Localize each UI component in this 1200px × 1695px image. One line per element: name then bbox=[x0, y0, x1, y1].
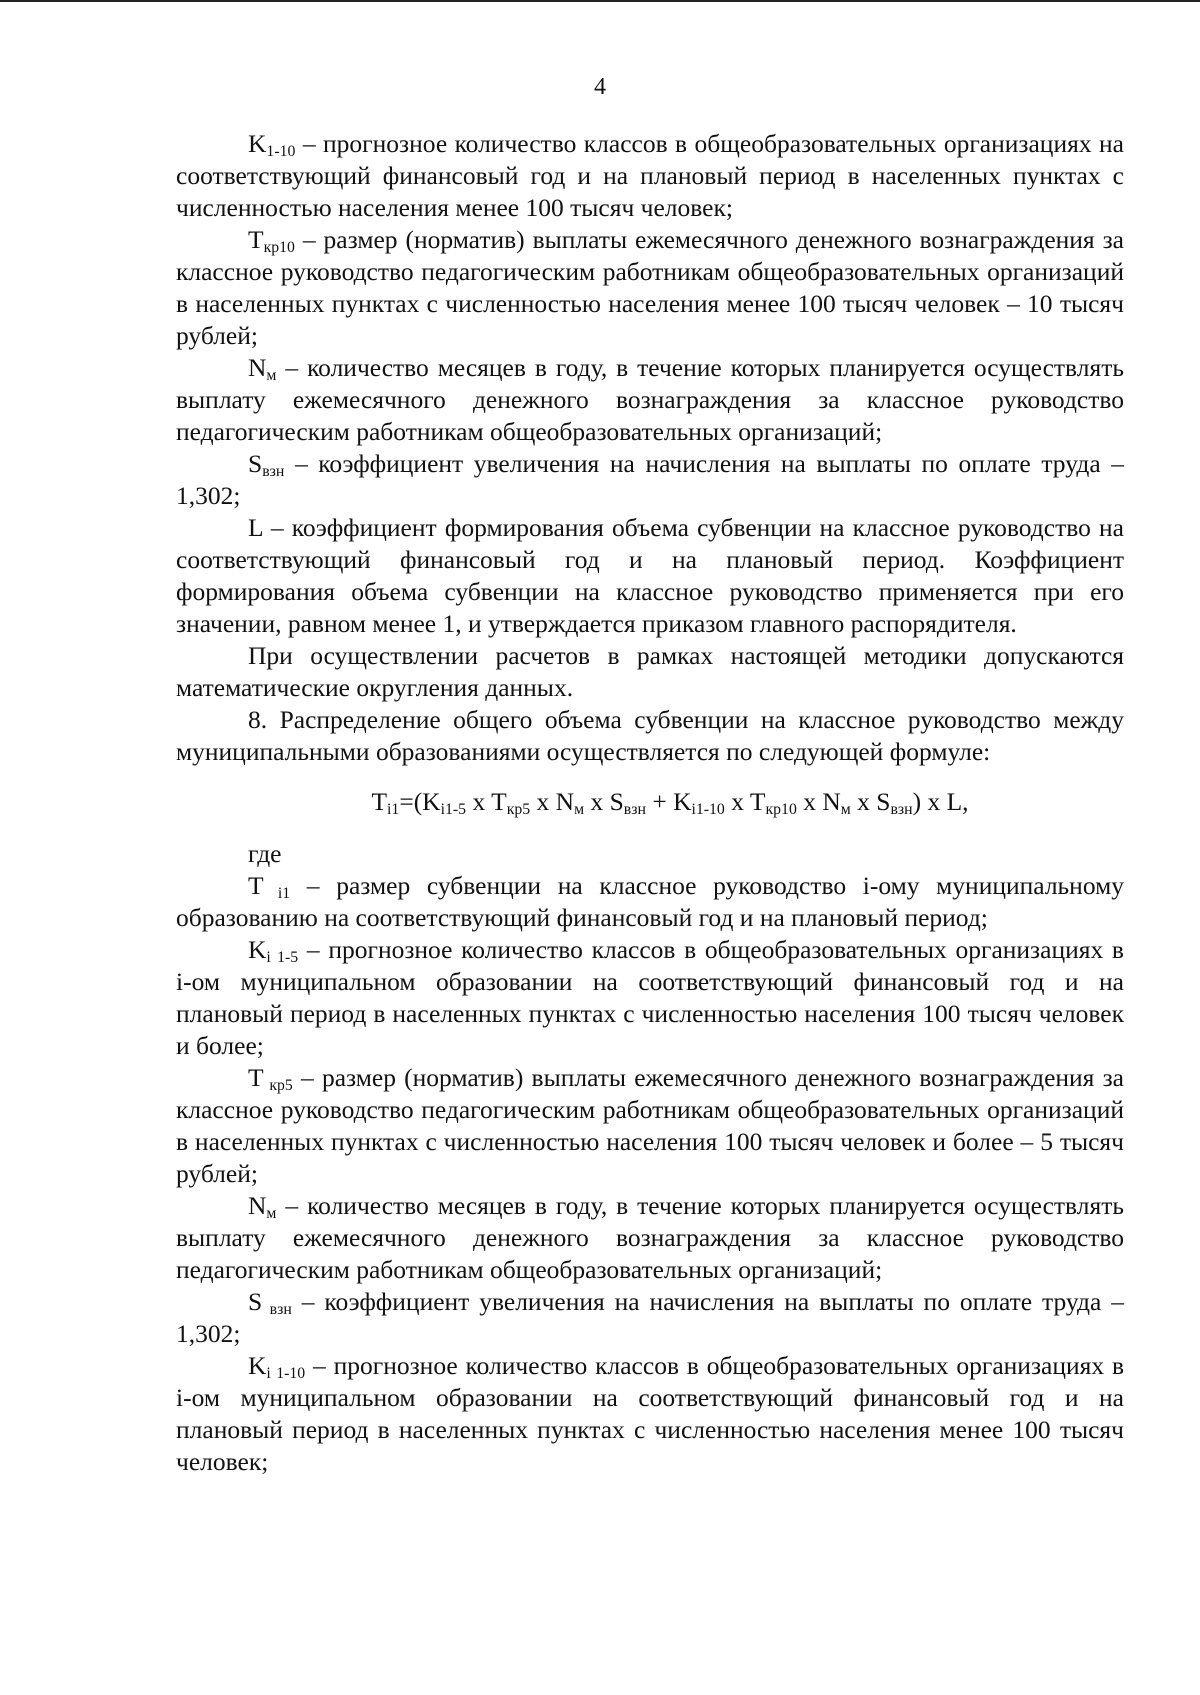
definition-s-vzn: $S_{взн}$ – коэффициент увеличения на начисления на выплаты по оплате труда – 1,302; bbox=[176, 449, 1124, 510]
where-label: где bbox=[248, 839, 282, 868]
definition-n-m: $N_м$ – количество месяцев в году, в течение которых планируется осуществлять выплату ежемесячного денежного вознаграждения за классное руководство педагогическим работникам общеобразовательных организаций; bbox=[176, 353, 1124, 446]
definition-k-1-10: $K_{1-10}$ – прогнозное количество классов в общеобразовательных организациях на соответствующий финансовый год и на плановый период в населенных пунктах с численностью населения менее 100 тысяч человек; bbox=[176, 129, 1124, 222]
definition-n-m-2: $N_м$ – количество месяцев в году, в течение которых планируется осуществлять выплату ежемесячного денежного вознаграждения за классное руководство педагогическим работникам общеобразовательных организаций; bbox=[176, 1191, 1124, 1284]
page-number: 4 bbox=[594, 74, 606, 100]
definition-k-i-1-5: $K_{i 1-5}$ – прогнозное количество классов в общеобразовательных организациях в i-ом муниципальном образовании на соответствующий финансовый год и на плановый период в населенных пунктах с численностью населения 100 тысяч человек и более; bbox=[176, 935, 1124, 1060]
top-border-line bbox=[0, 0, 1200, 2]
definition-t-kr10: $T_{кр10}$ – размер (норматив) выплаты ежемесячного денежного вознаграждения за классное руководство педагогическим работникам общеобразовательных организаций в населенных пунктах с численностью населения менее 100 тысяч человек – 10 тысяч рублей; bbox=[176, 225, 1124, 350]
distribution-formula: $T_{i1}=(K_{i1-5}$ x $T_{кр5}$ x $N_м$ x $S_{взн} + K_{i1-10}$ x $T_{кр10}$ x $N_м$ x $S_{взн}$) x L, bbox=[371, 787, 969, 818]
definition-s-vzn-2: S $_{взн}$ – коэффициент увеличения на начисления на выплаты по оплате труда – 1,302; bbox=[176, 1287, 1124, 1348]
definition-l: L – коэффициент формирования объема субвенции на классное руководство на соответствующий финансовый год и на плановый период. Коэффициент формирования объема субвенции на классное руководство применяется при его значении, равном менее 1, и утверждается приказом главного распорядителя. bbox=[176, 513, 1124, 638]
section-8-intro: 8. Распределение общего объема субвенции на классное руководство между муниципальными образованиями осуществляется по следующей формуле: bbox=[176, 705, 1124, 766]
definition-k-i-1-10: $K_{i 1-10}$ – прогнозное количество классов в общеобразовательных организациях в i-ом муниципальном образовании на соответствующий финансовый год и на плановый период в населенных пунктах с численностью населения менее 100 тысяч человек; bbox=[176, 1351, 1124, 1476]
definition-t-i1: T $_{i1}$ – размер субвенции на классное руководство i-ому муниципальному образованию на соответствующий финансовый год и на плановый период; bbox=[176, 871, 1124, 932]
rounding-note: При осуществлении расчетов в рамках настоящей методики допускаются математические округления данных. bbox=[176, 641, 1124, 702]
definition-t-kr5: T $_{кр5}$ – размер (норматив) выплаты ежемесячного денежного вознаграждения за классное руководство педагогическим работникам общеобразовательных организаций в населенных пунктах с численностью населения 100 тысяч человек и более – 5 тысяч рублей; bbox=[176, 1063, 1124, 1188]
page-body bbox=[176, 128, 1124, 1478]
